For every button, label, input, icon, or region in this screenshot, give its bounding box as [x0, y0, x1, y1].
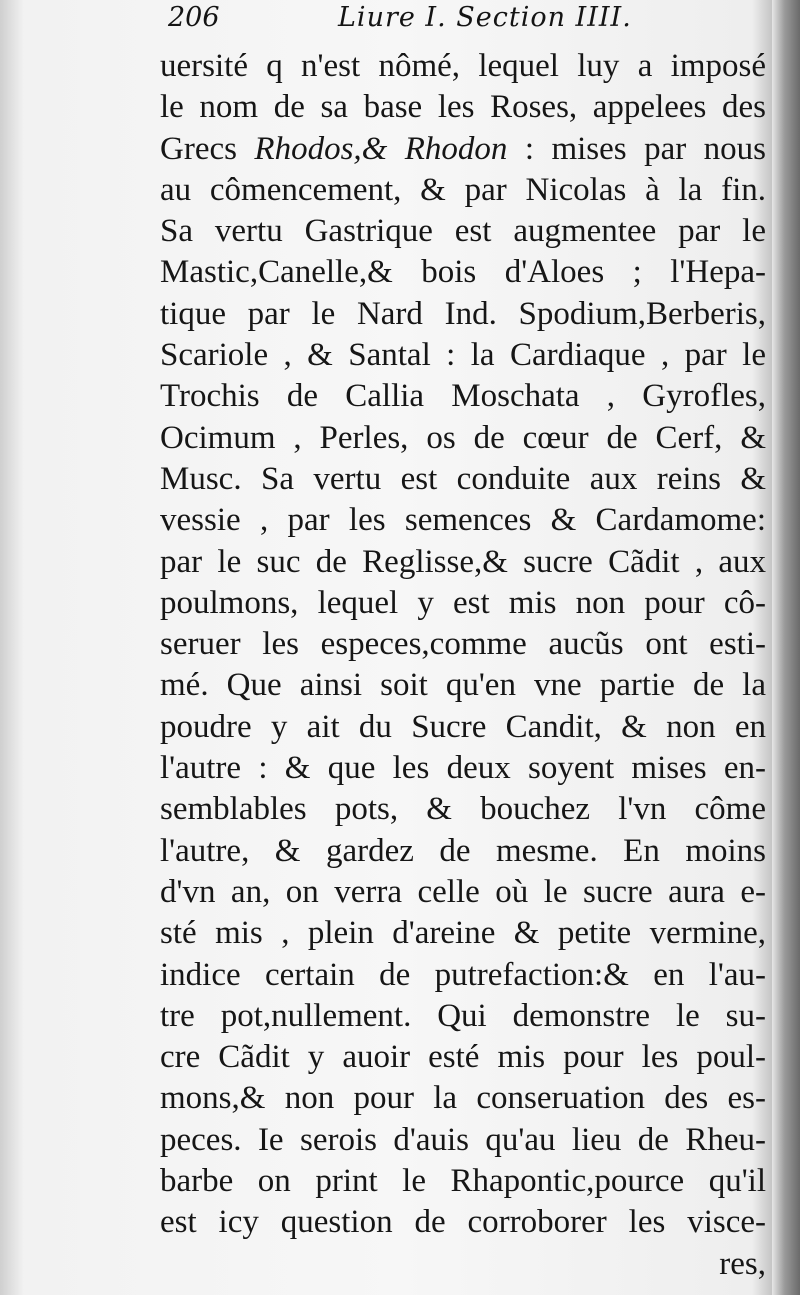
text-line: au cômencement, & par Nicolas à la fin.	[160, 171, 766, 208]
text-line: par le suc de Reglisse,& sucre Cãdit , aux	[160, 543, 766, 580]
text-line: mons,& non pour la conseruation des es-	[160, 1080, 766, 1117]
body-text	[160, 46, 770, 1285]
text-line: Scariole , & Santal : la Cardiaque , par le	[160, 337, 766, 374]
page-gutter	[772, 0, 800, 1295]
text-line: est icy question de corroborer les visce-	[160, 1204, 766, 1241]
catchword: res,	[719, 1245, 766, 1282]
running-title: Liure I. Section IIII.	[338, 2, 632, 33]
text-line-start: Grecs	[160, 130, 255, 167]
text-line: poudre y ait du Sucre Candit, & non en	[160, 708, 766, 745]
text-line: poulmons, lequel y est mis non pour cô-	[160, 584, 766, 621]
page-number: 206	[168, 2, 220, 33]
text-line: l'autre, & gardez de mesme. En moins	[160, 832, 766, 869]
text-line: uersité q n'est nômé, lequel luy a imposé	[160, 48, 766, 84]
text-line: sté mis , plein d'areine & petite vermine,	[160, 915, 766, 952]
text-line: barbe on print le Rhapontic,pource qu'il	[160, 1163, 766, 1200]
text-line-end: : mises par nous	[507, 130, 766, 167]
text-line: semblables pots, & bouchez l'vn côme	[160, 791, 766, 828]
text-line	[160, 129, 766, 170]
running-header	[168, 2, 728, 42]
text-line: Mastic,Canelle,& bois d'Aloes ; l'Hepa-	[160, 254, 766, 291]
text-line: vessie , par les semences & Cardamome:	[160, 502, 766, 539]
text-line: peces. Ie serois d'auis qu'au lieu de Rheu-	[160, 1121, 766, 1158]
text-line: mé. Que ainsi soit qu'en vne partie de la	[160, 667, 766, 704]
text-line: tique par le Nard Ind. Spodium,Berberis,	[160, 295, 766, 332]
text-line: Sa vertu Gastrique est augmentee par le	[160, 213, 766, 250]
text-line: Trochis de Callia Moschata , Gyrofles,	[160, 378, 766, 415]
text-line: Ocimum , Perles, os de cœur de Cerf, &	[160, 419, 766, 456]
text-line: l'autre : & que les deux soyent mises en-	[160, 750, 766, 787]
text-line: seruer les especes,comme aucũs ont esti-	[160, 626, 766, 663]
text-line: le nom de sa base les Roses, appelees des	[160, 89, 766, 126]
text-line: indice certain de putrefaction:& en l'au-	[160, 956, 766, 993]
text-line: d'vn an, on verra celle où le sucre aura e-	[160, 873, 766, 910]
text-line: cre Cãdit y auoir esté mis pour les poul-	[160, 1039, 766, 1076]
text-line: tre pot,nullement. Qui demonstre le su-	[160, 997, 766, 1034]
text-line: Musc. Sa vertu est conduite aux reins &	[160, 460, 766, 497]
greek-terms-italic: Rhodos,& Rhodon	[254, 130, 508, 167]
